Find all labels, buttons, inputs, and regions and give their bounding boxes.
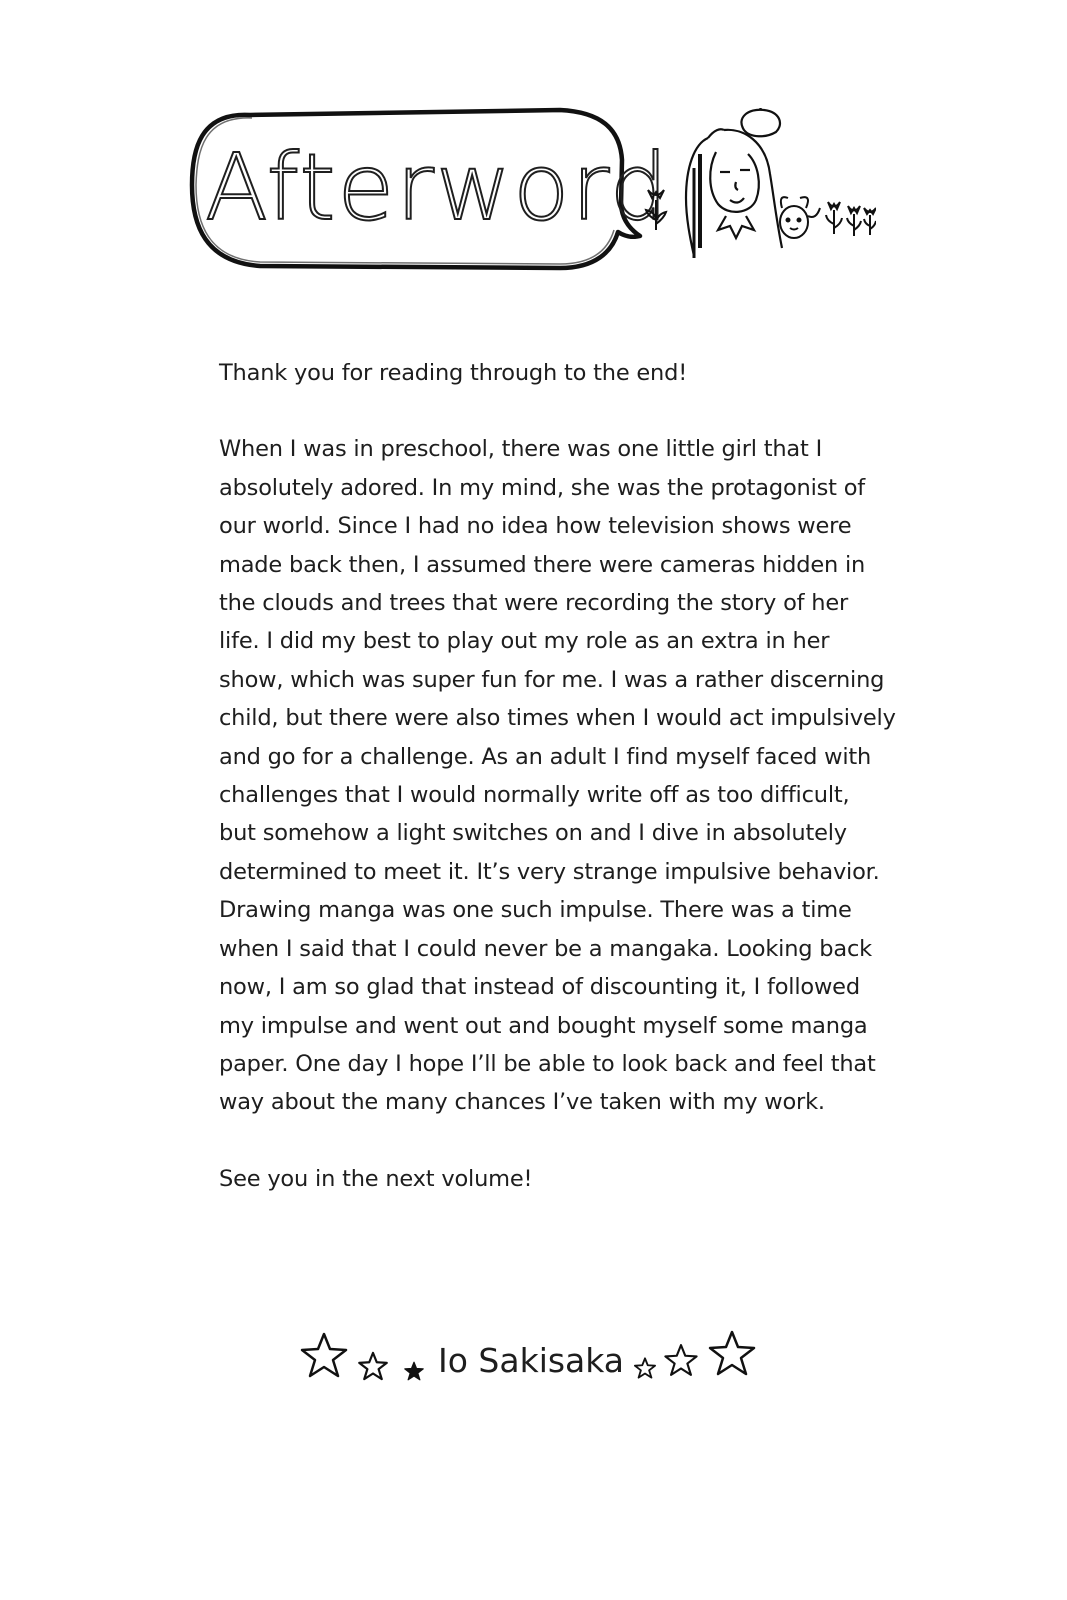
closing-line: See you in the next volume! — [219, 1165, 533, 1192]
tulip-icon — [826, 202, 876, 236]
paragraph-line: show, which was super fun for me. I was a rather discerning — [219, 666, 885, 693]
paragraph-line: the clouds and trees that were recording the story of her — [219, 590, 849, 617]
paragraph-line: now, I am so glad that instead of discounting it, I followed — [219, 974, 860, 1001]
paragraph-line: determined to meet it. It’s very strange impulsive behavior. — [219, 858, 880, 885]
star-icon — [358, 1351, 388, 1381]
tulip-icon — [646, 190, 666, 230]
paragraph-line: made back then, I assumed there were cameras hidden in — [219, 551, 866, 578]
star-icon — [404, 1361, 424, 1381]
star-icon — [300, 1331, 348, 1379]
paragraph-line: Drawing manga was one such impulse. There was a time — [219, 897, 852, 924]
page-title: Afterword — [205, 134, 671, 241]
author-self-portrait-doodle-icon — [636, 108, 876, 268]
author-signature — [300, 1325, 760, 1395]
afterword-header — [0, 0, 1067, 300]
paragraph-line: challenges that I would normally write off as too difficult, — [219, 782, 850, 809]
paragraph-line: my impulse and went out and bought myself some manga — [219, 1012, 868, 1039]
intro-line: Thank you for reading through to the end! — [219, 360, 688, 386]
paragraph-line: When I was in preschool, there was one little girl that I — [219, 436, 823, 463]
paragraph-line: absolutely adored. In my mind, she was the protagonist of — [219, 474, 866, 501]
paragraph-line: our world. Since I had no idea how television shows were — [219, 513, 852, 540]
paragraph-gap — [219, 392, 879, 430]
paragraph-gap — [219, 1122, 879, 1160]
paragraph-line: way about the many chances I’ve taken with my work. — [219, 1089, 825, 1116]
paragraph-line: child, but there were also times when I would act impulsively — [219, 705, 896, 732]
paragraph-line: when I said that I could never be a mangaka. Looking back — [219, 935, 872, 962]
paragraph-line: but somehow a light switches on and I dive in absolutely — [219, 820, 847, 847]
girl-doodle — [686, 108, 782, 258]
star-icon — [634, 1357, 656, 1379]
author-name: Io Sakisaka — [438, 1341, 625, 1380]
paragraph-line: and go for a challenge. As an adult I find myself faced with — [219, 743, 872, 770]
star-icon — [664, 1343, 698, 1377]
star-icon — [708, 1329, 756, 1377]
afterword-body — [219, 354, 896, 1198]
main-paragraph — [219, 430, 896, 1121]
paragraph-line: life. I did my best to play out my role as an extra in her — [219, 628, 830, 655]
mouse-doodle-icon — [780, 197, 820, 238]
paragraph-line: paper. One day I hope I’ll be able to look back and feel that — [219, 1050, 876, 1077]
